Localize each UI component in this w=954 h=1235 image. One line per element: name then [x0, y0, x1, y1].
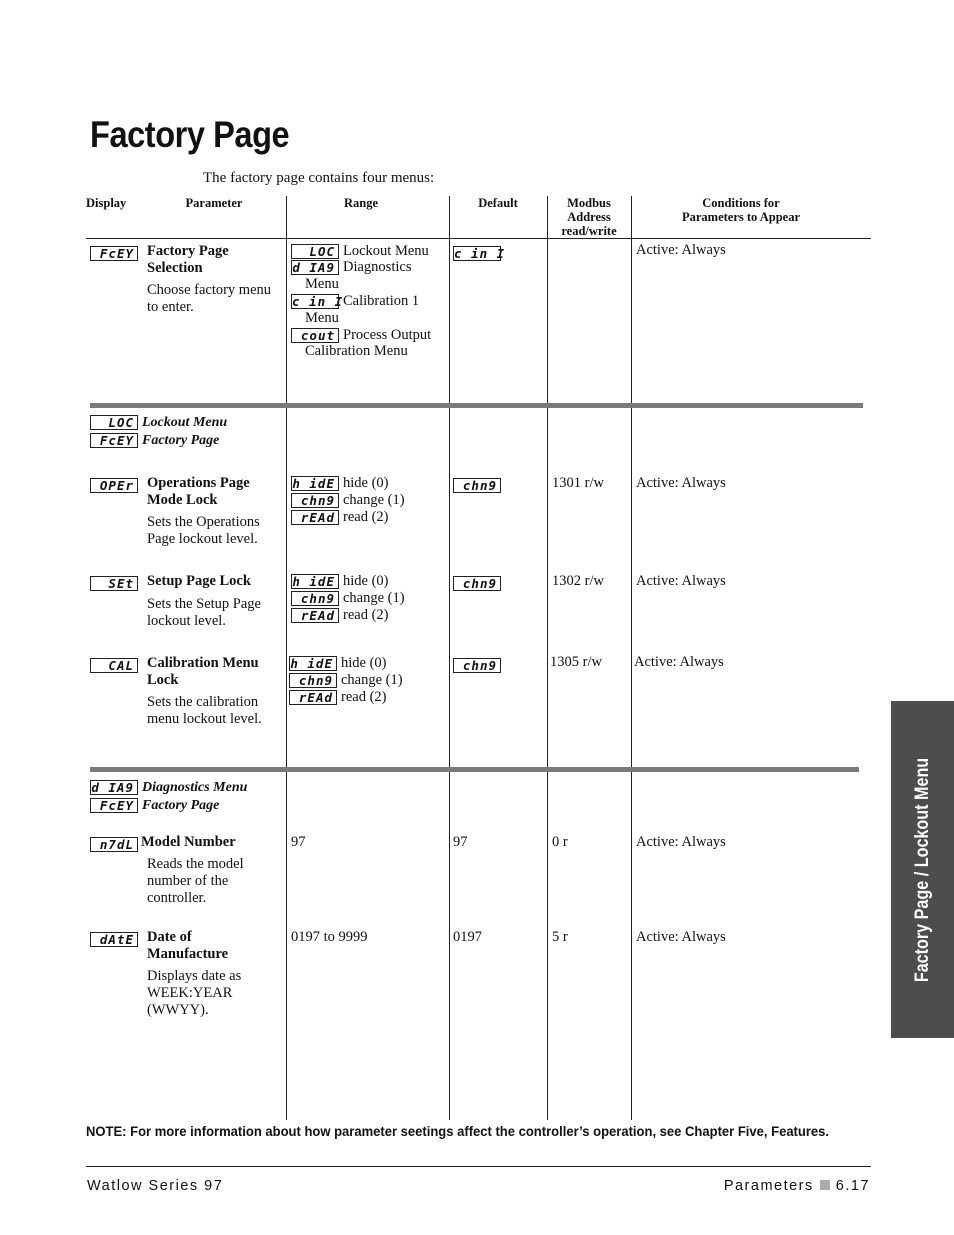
display-code: OPEr	[90, 476, 138, 494]
footer-right	[660, 1178, 870, 1194]
display-code: SEt	[90, 574, 138, 592]
conditions: Active: Always	[636, 834, 726, 850]
range-option: chn9 change (1)	[291, 492, 405, 509]
range-option: chn9 change (1)	[291, 590, 405, 607]
conditions: Active: Always	[636, 475, 726, 491]
range-option-cont: Calibration Menu	[305, 343, 408, 359]
square-bullet-icon	[820, 1180, 830, 1190]
column-divider	[449, 196, 450, 1120]
default-code: chn9	[453, 656, 501, 674]
column-divider	[631, 196, 632, 1120]
modbus-address: 5 r	[552, 929, 568, 945]
default-value: 97	[453, 834, 468, 850]
footer-section: Parameters	[723, 1178, 814, 1194]
range-option: cout Process Output	[291, 327, 431, 344]
range-option: rEAd read (2)	[291, 509, 388, 526]
header-display: Display	[86, 196, 127, 210]
side-tab	[891, 701, 954, 1038]
modbus-address: 0 r	[552, 834, 568, 850]
param-desc: Reads the model number of the controller.	[147, 856, 244, 906]
default-value: 0197	[453, 929, 482, 945]
param-title: Setup Page Lock	[147, 573, 251, 589]
section-band	[90, 403, 863, 408]
param-title: Model Number	[141, 834, 236, 850]
range-option-cont: Menu	[305, 276, 339, 292]
display-code-fcty: FcEY	[90, 244, 138, 262]
param-desc: Sets the Operations Page lockout level.	[147, 514, 260, 547]
display-code: dAtE	[90, 930, 138, 948]
range-option: h idE hide (0)	[292, 573, 389, 590]
range-option: d IA9 Diagnostics	[292, 259, 412, 276]
range-option: c in ICalibration 1	[292, 293, 420, 310]
param-title: Date of Manufacture	[147, 929, 229, 962]
header-parameter: Parameter	[185, 196, 243, 210]
param-desc: Choose factory menu to enter.	[147, 282, 272, 315]
footer-page-number: 6.17	[835, 1178, 870, 1194]
conditions: Active: Always	[636, 929, 726, 945]
default-code: chn9	[453, 476, 501, 494]
range-option: rEAd read (2)	[291, 607, 388, 624]
column-divider	[547, 196, 548, 1120]
conditions: Active: Always	[636, 242, 726, 258]
menu-header: FcEY Factory Page	[90, 797, 219, 814]
range-option: LOC Lockout Menu	[291, 243, 429, 260]
range-value: 0197 to 9999	[291, 929, 368, 945]
page-title: Factory Page	[90, 114, 290, 155]
intro-text: The factory page contains four menus:	[203, 170, 435, 186]
display-code: n7dL	[90, 835, 138, 853]
footer-left: Watlow Series 97	[87, 1178, 224, 1194]
param-desc: Sets the Setup Page lockout level.	[147, 596, 261, 629]
param-title: Factory Page Selection	[147, 243, 229, 276]
modbus-address: 1305 r/w	[550, 654, 602, 670]
range-option: chn9 change (1)	[289, 672, 403, 689]
range-option: h idE hide (0)	[292, 475, 389, 492]
default-code: chn9	[453, 574, 501, 592]
menu-header: FcEY Factory Page	[90, 432, 219, 449]
side-tab-label: Factory Page / Lockout Menu	[911, 757, 933, 982]
menu-header: LOC Lockout Menu	[90, 414, 227, 431]
header-range: Range	[343, 196, 379, 210]
param-title: Calibration Menu Lock	[147, 655, 259, 688]
range-value: 97	[291, 834, 306, 850]
header-default: Default	[478, 196, 518, 210]
menu-header: d IA9 Diagnostics Menu	[91, 780, 248, 796]
conditions: Active: Always	[636, 573, 726, 589]
modbus-address: 1302 r/w	[552, 573, 604, 589]
note-text: NOTE: For more information about how parameter seetings affect the controller’s operation, see Chapter Five, Features.	[86, 1123, 830, 1139]
default-code: c in I	[454, 245, 506, 261]
range-option: rEAd read (2)	[289, 689, 386, 706]
footer-rule	[86, 1166, 871, 1167]
modbus-address: 1301 r/w	[552, 475, 604, 491]
param-title: Operations Page Mode Lock	[147, 475, 250, 508]
param-desc: Displays date as WEEK:YEAR (WWYY).	[147, 968, 242, 1018]
conditions: Active: Always	[634, 654, 724, 670]
section-band	[90, 767, 859, 772]
header-rule	[86, 238, 871, 239]
header-modbus: Modbus Address read/write	[561, 196, 617, 238]
range-option: h idE hide (0)	[290, 655, 387, 672]
column-divider	[286, 196, 287, 1120]
range-option-cont: Menu	[305, 310, 339, 326]
header-conditions: Conditions for Parameters to Appear	[681, 196, 801, 224]
param-desc: Sets the calibration menu lockout level.	[147, 694, 262, 727]
display-code: CAL	[90, 656, 138, 674]
